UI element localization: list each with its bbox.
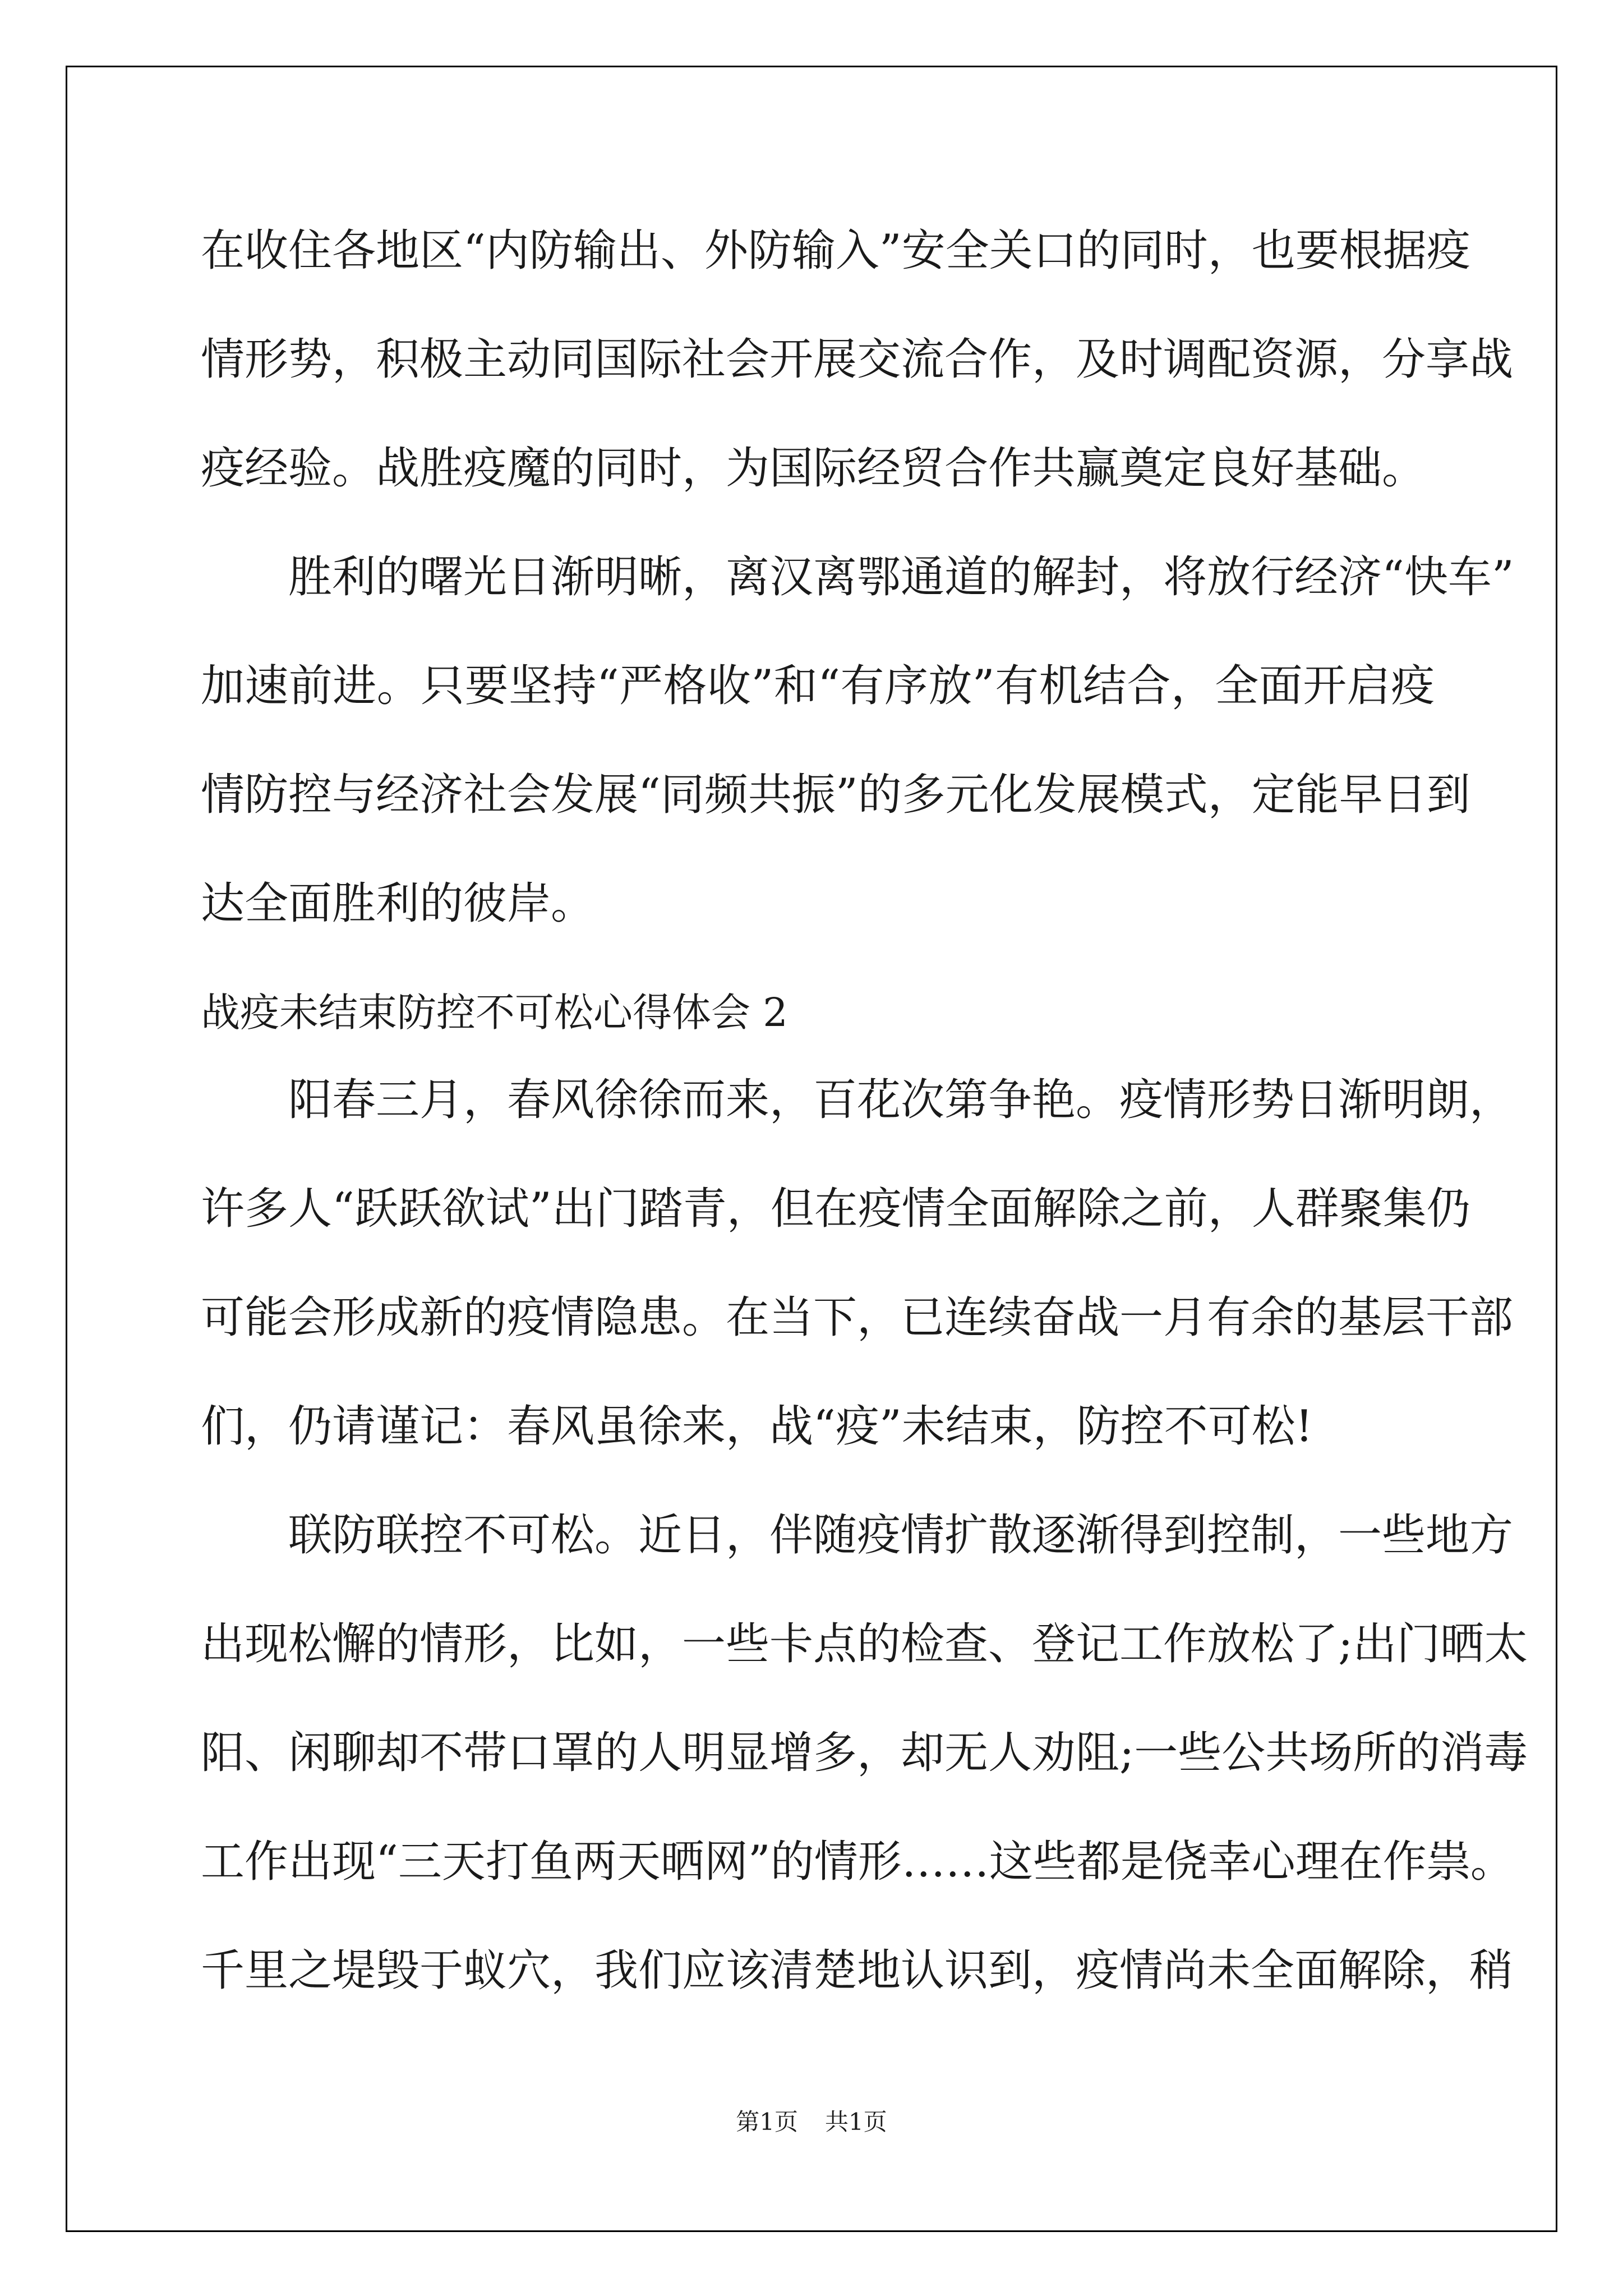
paragraph <box>201 542 1514 977</box>
section-heading: 战疫未结束防控不可松心得体会 2 <box>201 990 788 1036</box>
text-line: 胜利的曙光日渐明晰，离汉离鄂通道的解封，将放行经济“快车” <box>288 552 1514 602</box>
text-line: 阳、闲聊却不带口罩的人明显增多，却无人劝阻;一些公共场所的消毒 <box>201 1728 1528 1778</box>
text-line: 阳春三月，春风徐徐而来，百花次第争艳。疫情形势日渐明朗， <box>288 1075 1514 1125</box>
text-line: 疫经验。战胜疫魔的同时，为国际经贸合作共赢奠定良好基础。 <box>201 443 1426 494</box>
text-line: 工作出现“三天打鱼两天晒网”的情形……这些都是侥幸心理在作祟。 <box>201 1837 1514 1887</box>
text-line: 联防联控不可松。近日，伴随疫情扩散逐渐得到控制，一些地方 <box>288 1510 1514 1561</box>
paragraph <box>201 215 1514 542</box>
page-total: 共1页 <box>825 2108 887 2136</box>
text-line: 在收住各地区“内防输出、外防输入”安全关口的同时，也要根据疫 <box>201 226 1470 276</box>
text-line: 达全面胜利的彼岸。 <box>201 878 595 929</box>
paragraph <box>201 1065 1514 1500</box>
page-footer <box>0 2104 1623 2137</box>
text-line: 加速前进。只要坚持“严格收”和“有序放”有机结合，全面开启疫 <box>201 661 1435 711</box>
text-line: 可能会形成新的疫情隐患。在当下，已连续奋战一月有余的基层干部 <box>201 1292 1514 1343</box>
text-line: 们，仍请谨记：春风虽徐来，战“疫”未结束，防控不可松! <box>201 1401 1313 1452</box>
text-line: 情防控与经济社会发展“同频共振”的多元化发展模式，定能早日到 <box>201 770 1470 820</box>
text-line: 情形势，积极主动同国际社会开展交流合作，及时调配资源，分享战 <box>201 334 1514 385</box>
text-line: 千里之堤毁于蚁穴，我们应该清楚地认识到，疫情尚未全面解除，稍 <box>201 1945 1514 1996</box>
document-body <box>201 215 1528 2044</box>
text-line: 许多人“跃跃欲试”出门踏青，但在疫情全面解除之前，人群聚集仍 <box>201 1184 1470 1234</box>
page-number: 第1页 <box>736 2108 798 2136</box>
text-line: 出现松懈的情形，比如，一些卡点的检查、登记工作放松了;出门晒太 <box>201 1619 1528 1669</box>
paragraph <box>201 1500 1528 2044</box>
